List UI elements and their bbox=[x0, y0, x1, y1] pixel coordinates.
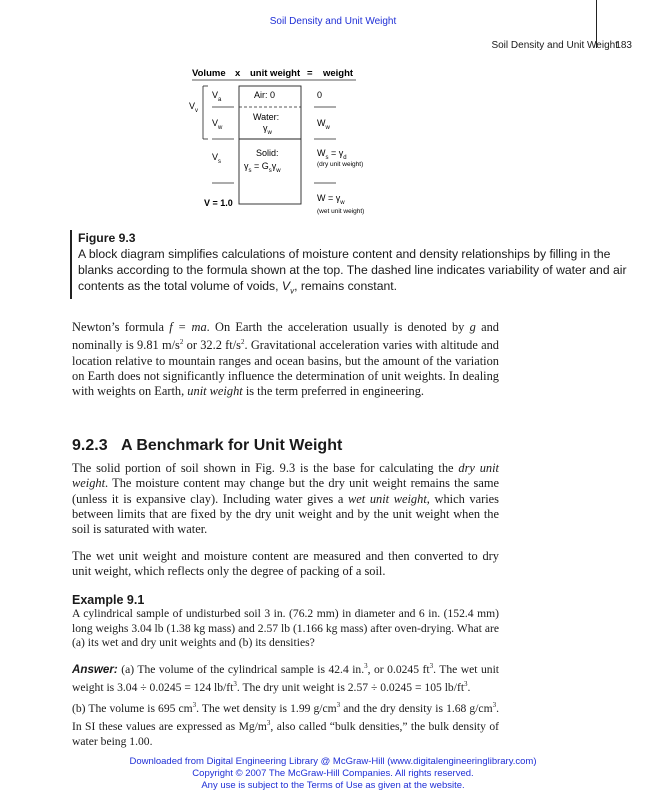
example-answer-a: Answer: (a) The volume of the cylindrical sample is 42.4 in.$^3$, or 0.0245 $ft^3$. The wet unit weight is 3.04 ÷ 0.0245 = 124 $lb/ft^3$. The dry unit weight is 2.57 ÷ 0.0245 = 105 $lb/ft^3$. bbox=[72, 662, 500, 695]
example-text: A cylindrical sample of undisturbed soil 3 in. (76.2 mm) in diameter and 6 in. (152.4 mm) long weighs 3.04 lb (1.38 kg mass) and 2.57 lb (1.166 kg mass) after oven-drying. What are (a) its wet and dry unit weights and (b) its densities? bbox=[72, 607, 499, 650]
label-dry-note: (dry unit weight) bbox=[317, 161, 364, 168]
label-solid: Solid: bbox=[256, 148, 279, 158]
label-vv: $V_v$ bbox=[189, 101, 199, 114]
paragraph-benchmark: The solid portion of soil shown in Fig. 9.3 is the base for calculating the dry unit weight. The moisture content may change but the dry unit weight remains the same (unless it is expansive clay). Including water gives a wet unit weight, which varies between limits that are fixed by the dry unit weight and by the unit weight when the soil is saturated with water. bbox=[72, 461, 500, 537]
paragraph-wet-unit-weight: The wet unit weight and moisture content are measured and then converted to dry unit weight, which reflects only the degree of packing of a soil. bbox=[72, 549, 499, 579]
label-w-total: $W = \gamma_w$ bbox=[317, 193, 345, 206]
formula-unit-weight: unit weight bbox=[250, 68, 301, 79]
example-title: Example 9.1 bbox=[72, 593, 145, 607]
formula-times: x bbox=[235, 68, 241, 79]
footer-copyright[interactable]: Copyright © 2007 The McGraw-Hill Companies. All rights reserved. bbox=[192, 768, 474, 779]
top-title-link[interactable]: Soil Density and Unit Weight bbox=[269, 16, 397, 27]
label-air: Air: 0 bbox=[254, 90, 276, 100]
label-gamma-s: $\gamma_s = G_s\gamma_w$ bbox=[244, 161, 281, 174]
figure-caption-text: A block diagram simplifies calculations of moisture content and density relationships by filling in the blanks according to the formula shown at the top. The dashed line indicates variability of water and air contents as the total volume of voids, $V_v$, remains constant. bbox=[78, 247, 627, 296]
running-head: Soil Density and Unit Weight bbox=[491, 40, 618, 51]
label-water: Water: bbox=[253, 112, 280, 122]
paragraph-newton: Newton’s formula f = ma. On Earth the acceleration usually is denoted by g and nominally is 9.81 $m/s^2$ or 32.2 $ft/s^2$. Gravitational acceleration varies with altitude and location relative to mountain ranges and ocean basins, but the amount of the variation on Earth does not significantly influence the determination of unit weights. In dealing with weights on Earth, unit weight is the term preferred in engineering. bbox=[72, 320, 499, 399]
footer-download-link[interactable]: Downloaded from Digital Engineering Library @ McGraw-Hill (www.digitalengineeringlibrary.com) bbox=[129, 756, 537, 767]
label-v-total: V = 1.0 bbox=[204, 198, 233, 208]
figure-caption bbox=[70, 230, 638, 299]
formula-equals: = bbox=[307, 68, 313, 79]
block-diagram bbox=[180, 60, 410, 220]
label-wet-note: (wet unit weight) bbox=[317, 208, 365, 215]
label-va: $V_a$ bbox=[212, 90, 222, 103]
section-heading: 9.2.3 A Benchmark for Unit Weight bbox=[72, 437, 343, 454]
figure-label: Figure 9.3 bbox=[78, 231, 136, 245]
label-vw: $V_w$ bbox=[212, 118, 223, 131]
formula-volume: Volume bbox=[192, 68, 226, 79]
soil-column-box bbox=[239, 86, 301, 204]
label-gamma-w: $\gamma_w$ bbox=[263, 123, 272, 136]
page-number: 183 bbox=[615, 40, 632, 51]
footer-terms-link[interactable]: Any use is subject to the Terms of Use as given at the website. bbox=[201, 780, 465, 791]
label-ws: $W_s = \gamma_d$ bbox=[317, 148, 347, 161]
label-ww: $W_w$ bbox=[317, 118, 330, 131]
label-vs: $V_s$ bbox=[212, 152, 222, 165]
example-answer-b: (b) The volume is 695 $cm^3$. The wet density is 1.99 $g/cm^3$ and the dry density is 1.68 $g/cm^3$. In SI these values are expressed as $Mg/m^3$, also called “bulk densities,” the bulk density of water being 1.00. bbox=[72, 701, 499, 748]
formula-weight: weight bbox=[323, 68, 354, 79]
label-zero: 0 bbox=[317, 90, 323, 100]
